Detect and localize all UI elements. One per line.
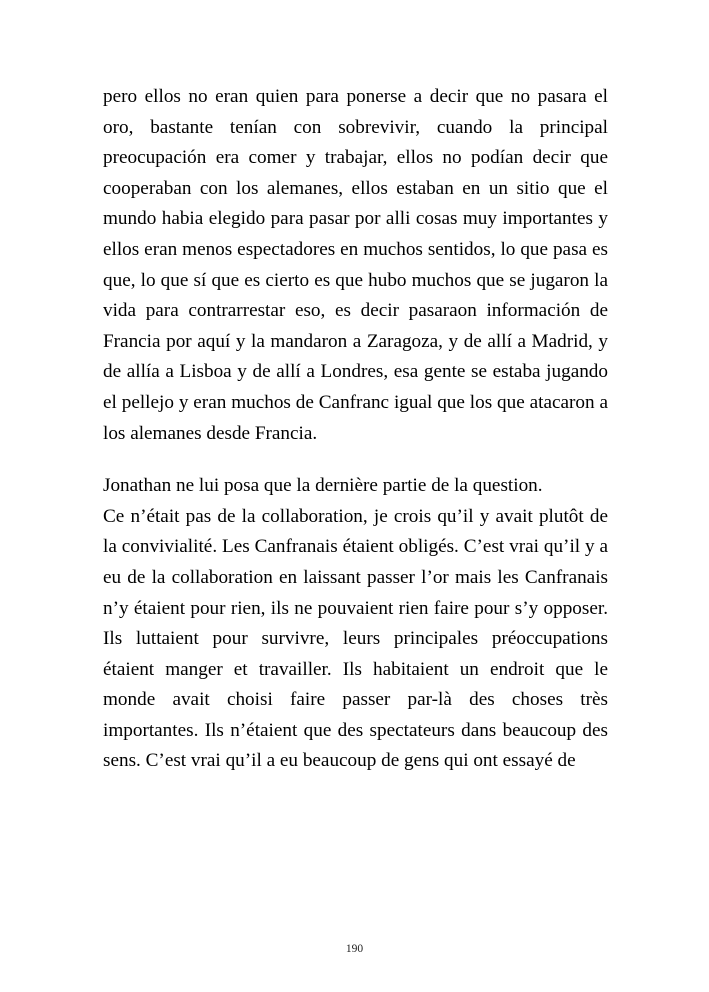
page-number: 190 [345, 943, 364, 955]
paragraph-spanish-testimony: pero ellos no eran quien para ponerse a decir que no pasara el oro, bastante tenían con sobrevivir, cuando la principal preocupación era comer y trabajar, ellos no podían decir que cooperaban con los alemanes, ellos estaban en un sitio que el mundo habia elegido para pasar por alli cosas muy importantes y ellos eran menos espectadores en muchos sentidos, lo que pasa es que, lo que sí que es cierto es que hubo muchos que se jugaron la vida para contrarrestar eso, es decir pasaraon información de Francia por aquí y la mandaron a Zaragoza, y de allí a Madrid, y de allía a Lisboa y de allí a Londres, esa gente se estaba jugando el pellejo y eran muchos de Canfranc igual que los que atacaron a los alemanes desde Francia. [103, 86, 608, 444]
paragraph-french-question: Jonathan ne lui posa que la dernière partie de la question. [103, 475, 543, 497]
page-text-column [103, 82, 608, 777]
paragraph-french-answer: Ce n’était pas de la collaboration, je crois qu’il y avait plutôt de la convivialité. Les Canfranais étaient obligés. C’est vrai qu’il y a eu de la collaboration en laissant passer l’or mais les Canfranais n’y étaient pour rien, ils ne pouvaient rien faire pour s’y opposer. Ils luttaient pour survivre, leurs principales préoccupations étaient manger et travailler. Ils habitaient un endroit que le monde avait choisi faire passer par-là des choses très importantes. Ils n’étaient que des spectateurs dans beaucoup des sens. C’est vrai qu’il a eu beaucoup de gens qui ont essayé de [103, 505, 608, 772]
